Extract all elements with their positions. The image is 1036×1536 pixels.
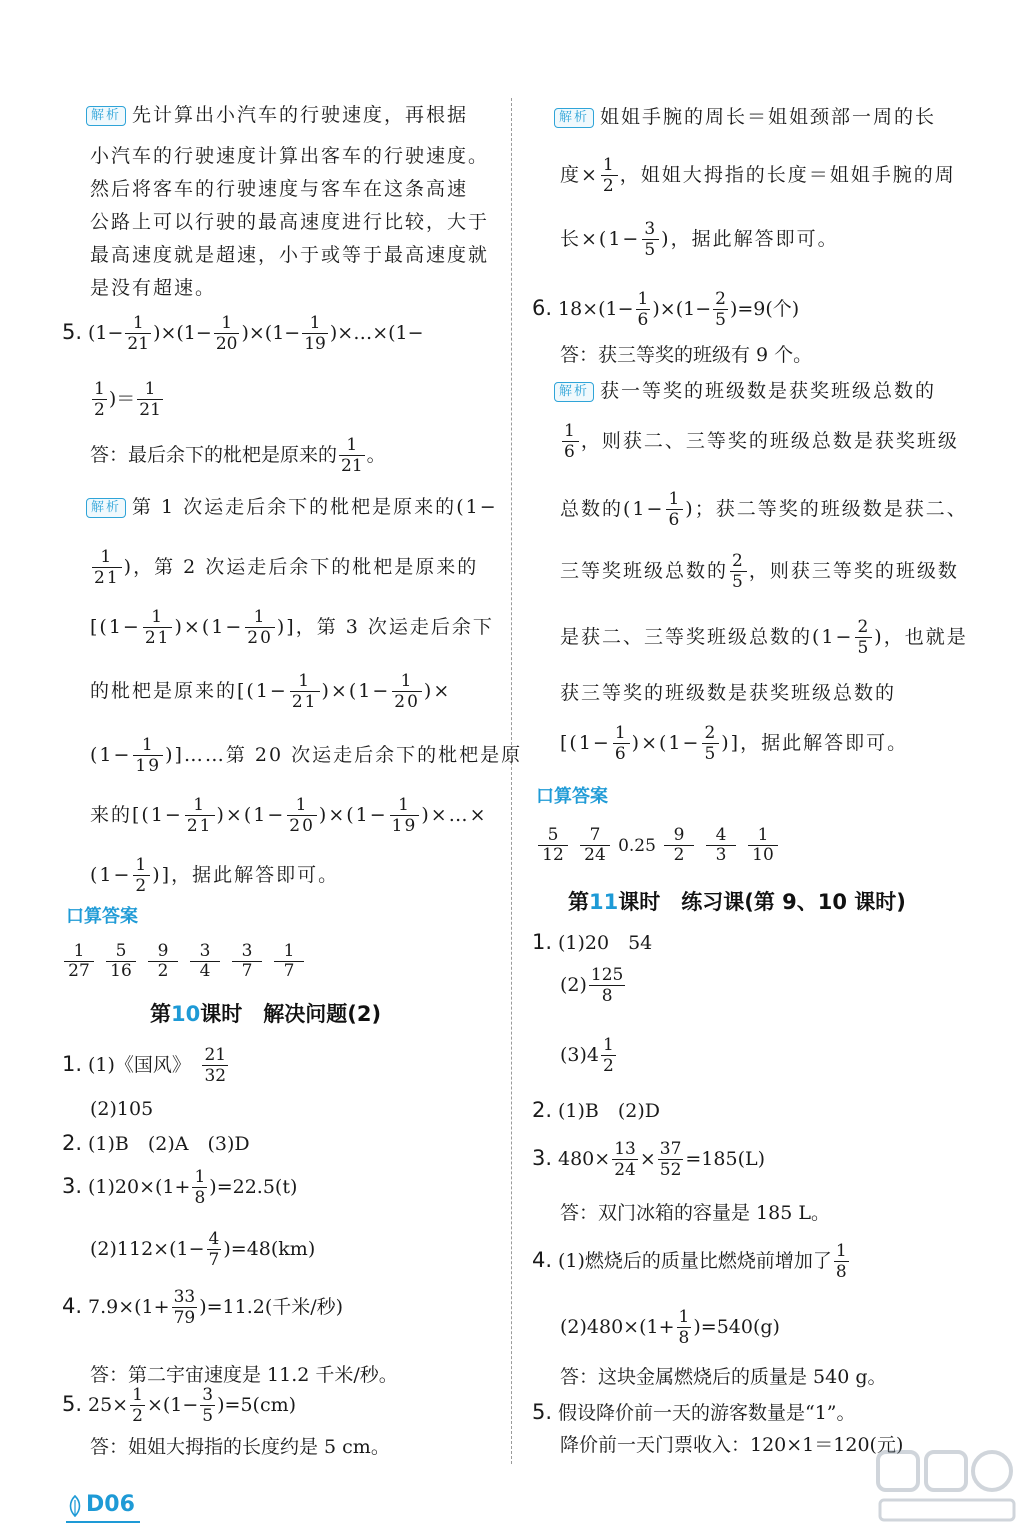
analysis-line: 解析 获一等奖的班级数是获奖班级总数的: [554, 382, 936, 402]
l11-q5-b: 降价前一天门票收入：120×1＝120(元): [560, 1434, 904, 1456]
l11-q1-b: (2) $\frac{125}{8}$: [560, 965, 624, 1007]
l11-q1-a: 1. (1)20 54: [532, 930, 653, 954]
analysis-line: $\frac{1}{6}$ ，则获二、三等奖的班级总数是获奖班级: [564, 421, 959, 463]
oral-answer-item: 5 12: [532, 826, 574, 864]
oral-answer-item: 7 24: [574, 826, 616, 864]
l11-q4-a: 4. (1)燃烧后的质量比燃烧前增加了 $\frac{1}{8}$: [532, 1241, 847, 1283]
analysis-line: 长×(1− $\frac{3}{5}$ )，据此解答即可。: [560, 219, 839, 261]
analysis-line: 最高速度就是超速，小于或等于最高速度就: [90, 244, 490, 266]
analysis-line: 是获二、三等奖班级总数的(1− $\frac{2}{5}$ )，也就是: [560, 617, 968, 659]
oral-answer-item: 5 16: [100, 942, 142, 980]
analysis-line: 公路上可以行驶的最高速度进行比较，大于: [90, 211, 490, 233]
analysis-line: 小汽车的行驶速度计算出客车的行驶速度。: [90, 145, 490, 167]
analysis-line: 三等奖班级总数的 $\frac{2}{5}$ ，则获三等奖的班级数: [560, 551, 959, 593]
analysis-line: 是没有超速。: [90, 277, 217, 299]
l10-q2: 2. (1)B (2)A (3)D: [62, 1131, 250, 1155]
oral-answer-item: 3 7: [226, 942, 268, 980]
q5-answer: 答：最后余下的枇杷是原来的 $\frac{1}{21}$ 。: [90, 435, 386, 477]
watermark-logo: [872, 1446, 1022, 1526]
l11-q2: 2. (1)B (2)D: [532, 1098, 661, 1122]
analysis-line: 总数的(1− $\frac{1}{6}$ )；获二等奖的班级数是获二、: [560, 489, 968, 531]
oral-answer-item: 3 4: [184, 942, 226, 980]
q5-analysis-line: 的枇杷是原来的[(1− $\frac{1}{21}$ )×(1− $\frac{1}{20}$ )×: [90, 671, 452, 713]
oral-answer-heading: 口算答案: [536, 786, 608, 807]
l10-q3-a: 3. (1)20×(1+ $\frac{1}{8}$ )=22.5(t): [62, 1167, 298, 1209]
analysis-badge: 解析: [86, 498, 126, 518]
analysis-line: 解析 姐姐手腕的周长＝姐姐颈部一周的长: [554, 108, 936, 128]
q5-formula: 5. (1− $\frac{1}{21}$ )×(1− $\frac{1}{20}$ )×(1− $\frac{1}{19}$ )×…×(1−: [62, 313, 424, 355]
oral-answer-item: 9 2: [142, 942, 184, 980]
l10-q1-b: (2)105: [90, 1098, 154, 1120]
q5-analysis-line: (1− $\frac{1}{19}$ )]……第 20 次运走后余下的枇杷是原: [90, 735, 523, 777]
analysis-badge: 解析: [86, 106, 126, 126]
lesson-11-title: 第11课时 练习课(第 9、10 课时): [568, 890, 906, 914]
analysis-line: 然后将客车的行驶速度与客车在这条高速: [90, 178, 469, 200]
l10-q3-b: (2)112×(1− $\frac{4}{7}$ )=48(km): [90, 1229, 316, 1271]
l10-q5-answer: 答：姐姐大拇指的长度约是 5 cm。: [90, 1436, 390, 1458]
analysis-line: [(1− $\frac{1}{6}$ )×(1− $\frac{2}{5}$ )]，据此解答即可。: [560, 723, 909, 765]
leaf-icon: [68, 1494, 82, 1518]
q5-analysis-line: [(1− $\frac{1}{21}$ )×(1− $\frac{1}{20}$ )]，第 3 次运走后余下: [90, 607, 494, 649]
l10-q4-answer: 答：第二宇宙速度是 11.2 千米/秒。: [90, 1364, 398, 1386]
oral-answer-row: [532, 826, 784, 864]
q6-answer: 答：获三等奖的班级有 9 个。: [560, 344, 813, 366]
q5-analysis-line: $\frac{1}{21}$ )，第 2 次运走后余下的枇杷是原来的: [94, 547, 479, 589]
oral-answer-heading: 口算答案: [66, 906, 138, 927]
l11-q4-b: (2)480×(1+ $\frac{1}{8}$ )=540(g): [560, 1307, 780, 1349]
oral-answer-item: 9 2: [658, 826, 700, 864]
analysis-line: 解析 先计算出小汽车的行驶速度，再根据: [62, 106, 468, 126]
q5-analysis-line: 来的[(1− $\frac{1}{21}$ )×(1− $\frac{1}{20}$ )×(1− $\frac{1}{19}$ )×…×: [90, 795, 488, 837]
l11-q3: 3. 480× $\frac{13}{24}$ × $\frac{37}{52}$ =185(L): [532, 1139, 766, 1181]
l11-q5-a: 5. 假设降价前一天的游客数量是“1”。: [532, 1400, 856, 1424]
l10-q5: 5. 25× $\frac{1}{2}$ ×(1− $\frac{3}{5}$ )=5(cm): [62, 1385, 297, 1427]
column-divider: [511, 98, 512, 1464]
oral-answer-item: 1 27: [58, 942, 100, 980]
q6-formula: 6. 18×(1− $\frac{1}{6}$ )×(1− $\frac{2}{5}$ )=9(个): [532, 289, 800, 331]
l11-q4-answer: 答：这块金属燃烧后的质量是 540 g。: [560, 1366, 887, 1388]
analysis-badge: 解析: [554, 108, 594, 128]
oral-answer-item: 0.25: [618, 836, 656, 856]
l11-q1-c: (3)4 $\frac{1}{2}$: [560, 1035, 614, 1077]
page-number: D06: [86, 1492, 135, 1517]
q5-analysis-line: (1− $\frac{1}{2}$ )]，据此解答即可。: [90, 855, 340, 897]
analysis-line: 度× $\frac{1}{2}$ ，姐姐大拇指的长度＝姐姐手腕的周: [560, 155, 956, 197]
l10-q1: 1. (1)《国风》 $\frac{21}{32}$: [62, 1045, 227, 1087]
q5-formula-cont: $\frac{1}{2}$ )＝ $\frac{1}{21}$: [94, 379, 161, 421]
lesson-10-title: 第10课时 解决问题(2): [150, 1002, 382, 1026]
footer-underline: [66, 1521, 140, 1523]
analysis-badge: 解析: [554, 382, 594, 402]
analysis-line: 获三等奖的班级数是获奖班级总数的: [560, 682, 897, 704]
q5-analysis-line: 解析 第 1 次运走后余下的枇杷是原来的(1−: [62, 498, 498, 518]
l10-q4: 4. 7.9×(1+ $\frac{33}{79}$ )=11.2(千米/秒): [62, 1287, 344, 1329]
oral-answer-row: [58, 942, 310, 980]
oral-answer-item: 1 7: [268, 942, 310, 980]
oral-answer-item: 1 10: [742, 826, 784, 864]
oral-answer-item: 4 3: [700, 826, 742, 864]
l11-q3-answer: 答：双门冰箱的容量是 185 L。: [560, 1202, 830, 1224]
